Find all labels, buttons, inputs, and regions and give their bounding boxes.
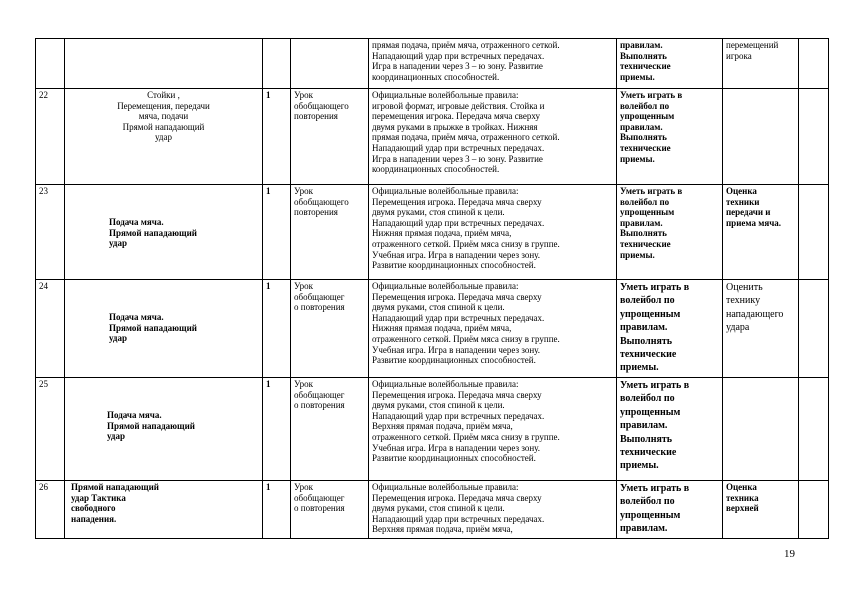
cell-line: нападения. bbox=[71, 513, 117, 524]
cell-line: двумя руками в прыжке в тройках. Нижняя bbox=[372, 121, 538, 132]
cell-line: отраженного сеткой. Приём мяса снизу в группе. bbox=[372, 238, 560, 249]
cell-line: Официальные волейбольные правила: bbox=[372, 379, 519, 389]
cell-line: технические bbox=[620, 447, 677, 459]
cell-line: обобщающег bbox=[294, 291, 345, 302]
cell-line: Уметь играть в bbox=[620, 380, 690, 391]
cell-line: Нижняя прямая подача, приём мяча, bbox=[372, 228, 512, 239]
cell-line: Оценить bbox=[726, 282, 763, 293]
cell-line: Официальные волейбольные правила: bbox=[372, 90, 519, 100]
cell-line: удара bbox=[726, 322, 750, 334]
cell-line: удар bbox=[107, 431, 125, 442]
cell-line: Учебная игра. Игра в нападении через зону. bbox=[372, 344, 540, 355]
cell-line: двумя руками, стоя спиной к цели. bbox=[372, 400, 505, 411]
cell-line: Подача мяча. bbox=[109, 312, 164, 322]
cell-line: Прямой нападающий bbox=[109, 227, 197, 238]
cell-line: Верхняя прямая подача, приём мяча, bbox=[372, 524, 513, 535]
cell-line: Перемещения игрока. Передача мяча сверху bbox=[372, 196, 542, 207]
cell-line: Прямой нападающий bbox=[71, 482, 159, 492]
cell-line: Прямой нападающий bbox=[107, 420, 195, 431]
lesson-requirements bbox=[617, 39, 723, 89]
cell-line: волейбол по bbox=[620, 100, 670, 111]
lesson-content bbox=[369, 89, 617, 185]
cell-line: технические bbox=[620, 238, 671, 249]
cell-line: Уметь играть в bbox=[620, 90, 683, 100]
cell-line: Выполнять bbox=[620, 335, 673, 347]
cell-line: правилам. bbox=[620, 40, 663, 50]
lesson-hours: 1 bbox=[263, 89, 291, 185]
cell-line: технические bbox=[620, 142, 671, 153]
cell-line: Оценка bbox=[726, 186, 757, 196]
cell-line: о повторения bbox=[294, 302, 345, 313]
cell-line: обобщающег bbox=[294, 389, 345, 400]
cell-line: волейбол по bbox=[620, 496, 675, 508]
cell-line: прямая подача, приём мяча, отраженного сеткой. bbox=[372, 132, 560, 143]
cell-line: упрощенным bbox=[620, 207, 675, 218]
cell-line: Нападающий удар при встречных передачах. bbox=[372, 312, 545, 323]
lesson-requirements bbox=[617, 280, 723, 378]
cell-line: Развитие координационных способностей. bbox=[372, 453, 536, 464]
cell-line: Урок bbox=[294, 90, 313, 100]
cell-line: Учебная игра. Игра в нападении через зону. bbox=[372, 442, 540, 453]
cell-line: техника bbox=[726, 492, 759, 503]
lesson-requirements bbox=[617, 481, 723, 539]
empty-cell bbox=[799, 378, 829, 481]
cell-line: удар Тактика bbox=[71, 492, 126, 503]
lesson-control bbox=[723, 89, 799, 185]
cell-line: технические bbox=[620, 61, 671, 72]
lesson-number: 23 bbox=[36, 185, 65, 280]
lesson-type bbox=[291, 280, 369, 378]
table-row bbox=[36, 378, 829, 481]
cell-line: Урок bbox=[294, 482, 313, 492]
lesson-number: 22 bbox=[36, 89, 65, 185]
lesson-number: 26 bbox=[36, 481, 65, 539]
cell-line: Нападающий удар при встречных передачах. bbox=[372, 50, 545, 61]
cell-line: Подача мяча. bbox=[109, 217, 164, 227]
cell-line: упрощенным bbox=[620, 406, 681, 418]
cell-line: верхней bbox=[726, 503, 759, 514]
cell-line: удар bbox=[154, 132, 172, 143]
cell-line: двумя руками, стоя спиной к цели. bbox=[372, 207, 505, 218]
lesson-control bbox=[723, 481, 799, 539]
lesson-hours: 1 bbox=[263, 280, 291, 378]
cell-line: удар bbox=[109, 238, 127, 249]
cell-line: волейбол по bbox=[620, 196, 670, 207]
table-row bbox=[36, 280, 829, 378]
lesson-requirements bbox=[617, 378, 723, 481]
cell-line: приемы. bbox=[620, 460, 659, 472]
cell-line: Нападающий удар при встречных передачах. bbox=[372, 513, 545, 524]
cell-line: координационных способностей. bbox=[372, 71, 500, 82]
lesson-type bbox=[291, 378, 369, 481]
table-row bbox=[36, 89, 829, 185]
cell-line: правилам. bbox=[620, 121, 663, 132]
cell-line: мяча, подачи bbox=[138, 111, 189, 122]
lesson-type bbox=[291, 89, 369, 185]
cell-line: Уметь играть в bbox=[620, 186, 683, 196]
table-row bbox=[36, 481, 829, 539]
cell-line: повторения bbox=[294, 111, 338, 122]
table-row bbox=[36, 39, 829, 89]
cell-line: обобщающего bbox=[294, 196, 349, 207]
cell-line: Прямой нападающий bbox=[122, 121, 205, 132]
lesson-control bbox=[723, 280, 799, 378]
cell-line: Урок bbox=[294, 186, 313, 196]
cell-line: упрощенным bbox=[620, 308, 681, 320]
lesson-control bbox=[723, 39, 799, 89]
lesson-type bbox=[291, 185, 369, 280]
cell-line: Уметь играть в bbox=[620, 483, 690, 494]
cell-line: Официальные волейбольные правила: bbox=[372, 186, 519, 196]
cell-line: волейбол по bbox=[620, 295, 675, 307]
cell-line: Перемещения игрока. Передача мяча сверху bbox=[372, 492, 542, 503]
cell-line: Перемещения игрока. Передача мяча сверху bbox=[372, 389, 542, 400]
cell-line: Развитие координационных способностей. bbox=[372, 355, 536, 366]
lesson-number: 25 bbox=[36, 378, 65, 481]
cell-line: волейбол по bbox=[620, 393, 675, 405]
cell-line: Выполнять bbox=[620, 132, 667, 143]
lesson-content bbox=[369, 481, 617, 539]
cell-line: Оценка bbox=[726, 482, 757, 492]
lesson-type bbox=[291, 39, 369, 89]
lesson-hours: 1 bbox=[263, 378, 291, 481]
cell-line: игрока bbox=[726, 50, 752, 61]
cell-line: повторения bbox=[294, 207, 338, 218]
lesson-topic bbox=[65, 481, 263, 539]
lesson-hours: 1 bbox=[263, 481, 291, 539]
cell-line: Прямой нападающий bbox=[109, 322, 197, 333]
cell-line: упрощенным bbox=[620, 509, 681, 521]
cell-line: обобщающег bbox=[294, 492, 345, 503]
cell-line: о повторения bbox=[294, 503, 345, 514]
cell-line: обобщающего bbox=[294, 100, 349, 111]
cell-line: приема мяча. bbox=[726, 217, 782, 228]
empty-cell bbox=[799, 39, 829, 89]
cell-line: техники bbox=[726, 196, 760, 207]
cell-line: отраженного сеткой. Приём мяса снизу в группе. bbox=[372, 333, 560, 344]
cell-line: технические bbox=[620, 349, 677, 361]
cell-line: Перемещения, передачи bbox=[117, 100, 210, 111]
cell-line: Нижняя прямая подача, приём мяча, bbox=[372, 323, 512, 334]
cell-line: правилам. bbox=[620, 420, 668, 432]
empty-cell bbox=[799, 89, 829, 185]
cell-line: координационных способностей. bbox=[372, 164, 500, 175]
cell-line: Уметь играть в bbox=[620, 282, 690, 293]
cell-line: удар bbox=[109, 333, 127, 344]
cell-line: технику bbox=[726, 295, 761, 307]
lesson-topic bbox=[65, 185, 263, 280]
cell-line: правилам. bbox=[620, 322, 668, 334]
lesson-plan-table bbox=[35, 38, 829, 539]
cell-line: Стойки , bbox=[147, 90, 180, 100]
cell-line: приемы. bbox=[620, 249, 655, 260]
cell-line: перемещения игрока. Передача мяча сверху bbox=[372, 111, 540, 122]
empty-cell bbox=[799, 280, 829, 378]
cell-line: Нападающий удар при встречных передачах. bbox=[372, 217, 545, 228]
cell-line: Урок bbox=[294, 379, 313, 389]
lesson-number bbox=[36, 39, 65, 89]
cell-line: Официальные волейбольные правила: bbox=[372, 281, 519, 291]
lesson-hours bbox=[263, 39, 291, 89]
lesson-topic bbox=[65, 280, 263, 378]
empty-cell bbox=[799, 185, 829, 280]
cell-line: двумя руками, стоя спиной к цели. bbox=[372, 302, 505, 313]
cell-line: игровой формат, игровые действия. Стойка и bbox=[372, 100, 545, 111]
cell-line: Перемещения игрока. Передача мяча сверху bbox=[372, 291, 542, 302]
lesson-control bbox=[723, 378, 799, 481]
cell-line: Выполнять bbox=[620, 50, 667, 61]
cell-line: прямая подача, приём мяча, отраженного сеткой. bbox=[372, 40, 560, 50]
cell-line: Выполнять bbox=[620, 228, 667, 239]
lesson-control bbox=[723, 185, 799, 280]
lesson-topic bbox=[65, 39, 263, 89]
lesson-requirements bbox=[617, 185, 723, 280]
cell-line: нападающего bbox=[726, 308, 784, 320]
cell-line: Нападающий удар при встречных передачах. bbox=[372, 142, 545, 153]
cell-line: двумя руками, стоя спиной к цели. bbox=[372, 503, 505, 514]
empty-cell bbox=[799, 481, 829, 539]
table-row bbox=[36, 185, 829, 280]
lesson-requirements bbox=[617, 89, 723, 185]
cell-line: приемы. bbox=[620, 362, 659, 374]
lesson-topic bbox=[65, 89, 263, 185]
cell-line: Развитие координационных способностей. bbox=[372, 260, 536, 271]
cell-line: свободного bbox=[71, 503, 116, 514]
cell-line: Игра в нападении через 3 – ю зону. Развитие bbox=[372, 61, 543, 72]
lesson-content bbox=[369, 378, 617, 481]
lesson-hours: 1 bbox=[263, 185, 291, 280]
lesson-topic bbox=[65, 378, 263, 481]
cell-line: Подача мяча. bbox=[107, 410, 162, 420]
page-number: 19 bbox=[784, 548, 795, 560]
cell-line: Выполнять bbox=[620, 433, 673, 445]
cell-line: Урок bbox=[294, 281, 313, 291]
cell-line: Официальные волейбольные правила: bbox=[372, 482, 519, 492]
lesson-content bbox=[369, 280, 617, 378]
lesson-type bbox=[291, 481, 369, 539]
cell-line: передачи и bbox=[726, 207, 771, 218]
cell-line: упрощенным bbox=[620, 111, 675, 122]
lesson-content bbox=[369, 185, 617, 280]
lesson-content bbox=[369, 39, 617, 89]
cell-line: правилам. bbox=[620, 523, 668, 535]
cell-line: правилам. bbox=[620, 217, 663, 228]
cell-line: Учебная игра. Игра в нападении через зону. bbox=[372, 249, 540, 260]
cell-line: приемы. bbox=[620, 153, 655, 164]
cell-line: Игра в нападении через 3 – ю зону. Развитие bbox=[372, 153, 543, 164]
cell-line: о повторения bbox=[294, 400, 345, 411]
cell-line: перемещений bbox=[726, 40, 779, 50]
cell-line: отраженного сеткой. Приём мяса снизу в группе. bbox=[372, 431, 560, 442]
cell-line: приемы. bbox=[620, 71, 655, 82]
cell-line: Нападающий удар при встречных передачах. bbox=[372, 410, 545, 421]
lesson-number: 24 bbox=[36, 280, 65, 378]
cell-line: Верхняя прямая подача, приём мяча, bbox=[372, 421, 513, 432]
